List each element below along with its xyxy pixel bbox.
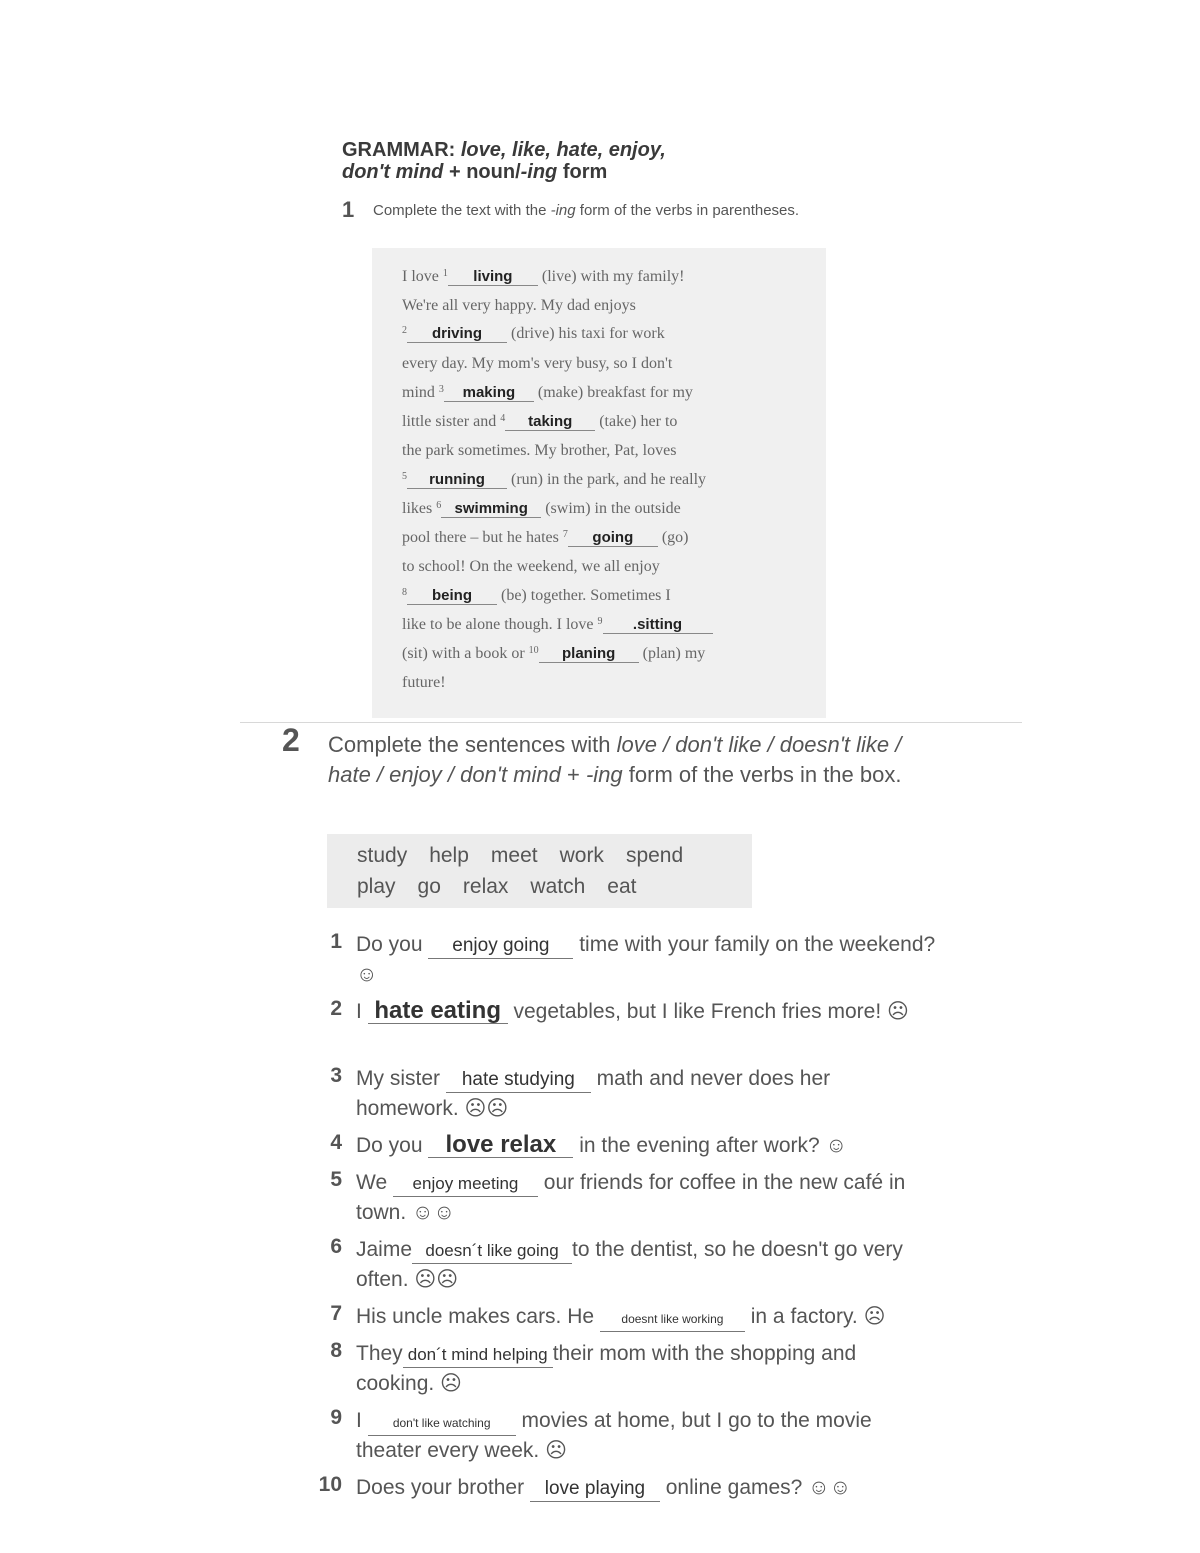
box-word: study [357, 844, 408, 867]
answer-blank[interactable]: being [407, 587, 497, 605]
sentence-number: 9 [330, 1406, 342, 1429]
sentence-pre: Do you [356, 933, 429, 956]
sentence-post: in the evening after work? ☺ [573, 1134, 847, 1157]
sentence-pre: Does your brother [356, 1476, 530, 1499]
sentence-post: in a factory. ☹ [744, 1305, 886, 1328]
answer-field[interactable]: love relax [428, 1133, 573, 1158]
sentence-pre: They [356, 1342, 403, 1365]
sentence-text [356, 1235, 936, 1295]
ex1-instr-a: Complete the text with the [373, 202, 551, 219]
sentence-post: our friends for coffee in the new café in town. ☺☺ [356, 1171, 906, 1224]
blank-number: 8 [402, 587, 407, 598]
blank-number: 6 [436, 500, 442, 511]
answer-blank[interactable]: taking [505, 413, 595, 431]
box-word: play [357, 875, 396, 898]
exercise-1-instructions [373, 201, 833, 220]
passage-line [402, 268, 685, 286]
passage-line [402, 325, 665, 343]
grammar-verbs: love, like, hate, enjoy, [460, 139, 666, 161]
sentence-text [356, 1131, 936, 1161]
passage-text: likes [402, 500, 437, 517]
answer-field[interactable]: doesnt like working [600, 1307, 745, 1332]
answer-field[interactable]: love playing [530, 1477, 660, 1502]
sentence-text [356, 1406, 936, 1466]
passage-text: (take) her to [595, 413, 678, 430]
passage-text: (make) breakfast for my [533, 384, 693, 401]
passage-text: (plan) my [638, 645, 706, 662]
grammar-label: GRAMMAR: [342, 139, 456, 161]
sentence-pre: Jaime [356, 1238, 413, 1261]
passage-line [402, 616, 713, 634]
answer-blank[interactable]: making [444, 384, 534, 402]
sentence-pre: My sister [356, 1067, 446, 1090]
sentence-text [356, 1339, 936, 1399]
answer-field[interactable]: don't like watching [368, 1411, 516, 1436]
answer-blank[interactable]: .sitting [603, 616, 713, 634]
passage-text: (swim) in the outside [541, 500, 681, 517]
passage-text: (live) with my family! [537, 268, 685, 285]
blank-number: 3 [438, 384, 444, 395]
box-word: relax [462, 875, 509, 898]
ex2-instr-b: + [560, 762, 586, 787]
sentence-pre: I [356, 1409, 368, 1432]
sentence-post: math and never does her homework. ☹☹ [356, 1067, 831, 1120]
sentence-pre: Do you [356, 1134, 429, 1157]
ex1-instr-b: form of the verbs in parentheses. [575, 202, 800, 219]
passage-text: little sister and [402, 413, 501, 430]
passage-text: to school! On the weekend, we all enjoy [402, 558, 660, 575]
ex1-instr-ing: -ing [550, 202, 576, 219]
blank-number: 2 [402, 325, 407, 336]
sentence-post: movies at home, but I go to the movie theater every week. ☹ [356, 1409, 872, 1462]
passage-line [402, 674, 446, 692]
passage-text: like to be alone though. I love [402, 616, 598, 633]
passage-text: future! [402, 674, 446, 691]
blank-number: 1 [442, 268, 448, 279]
passage-text: (drive) his taxi for work [507, 325, 665, 342]
passage-text: every day. My mom's very busy, so I don't [402, 355, 673, 372]
blank-number: 4 [500, 413, 506, 424]
box-word: go [417, 875, 441, 898]
passage-line [402, 500, 681, 518]
passage-line [402, 442, 676, 460]
passage-line [402, 558, 660, 576]
box-word: work [559, 844, 604, 867]
exercise-2-number: 2 [282, 722, 300, 758]
sentence-post: vegetables, but I like French fries more! ☹ [507, 1000, 909, 1023]
passage-line [402, 413, 677, 431]
blank-number: 10 [528, 645, 539, 656]
sentence-text [356, 1168, 936, 1228]
blank-number: 9 [597, 616, 603, 627]
sentence-number: 7 [330, 1302, 342, 1325]
answer-field[interactable]: doesn´t like going [412, 1239, 572, 1264]
word-box-row-1 [357, 844, 705, 868]
sentence-number: 2 [330, 997, 342, 1020]
grammar-form: form [557, 161, 608, 183]
passage-text: the park sometimes. My brother, Pat, loves [402, 442, 677, 459]
box-word: eat [607, 875, 637, 898]
sentence-text [356, 930, 936, 990]
sentence-post: time with your family on the weekend? ☺ [356, 933, 936, 986]
sentence-text [356, 1302, 936, 1332]
passage-text: pool there – but he hates [402, 529, 563, 546]
answer-blank[interactable]: swimming [441, 500, 541, 518]
ex2-instr-verbs: love / don't like / doesn't like / hate / enjoy / don't mind [328, 732, 902, 787]
box-word: spend [625, 844, 684, 867]
sentence-post: to the dentist, so he doesn't go very often. ☹☹ [356, 1238, 903, 1291]
answer-blank[interactable]: going [568, 529, 658, 547]
exercise-1-number: 1 [342, 197, 355, 222]
answer-field[interactable]: hate eating [368, 999, 508, 1024]
passage-line [402, 529, 689, 547]
passage-line [402, 587, 671, 605]
passage-line [402, 384, 693, 402]
passage-line [402, 355, 672, 373]
grammar-dont-mind: don't mind [342, 161, 444, 183]
passage-text: (go) [657, 529, 689, 546]
sentence-number: 5 [330, 1168, 342, 1191]
sentence-post: online games? ☺☺ [659, 1476, 852, 1499]
box-word: meet [490, 844, 538, 867]
ex2-instr-c: form of the verbs in the box. [622, 762, 902, 787]
sentence-text [356, 1473, 936, 1503]
passage-line [402, 471, 706, 489]
word-box-row-2 [357, 875, 658, 899]
answer-field[interactable]: enjoy going [428, 934, 573, 959]
sentence-number: 4 [330, 1131, 342, 1154]
passage-text: (sit) with a book or [402, 645, 529, 662]
exercise-2-instructions [328, 730, 948, 790]
passage-line [402, 297, 636, 315]
ex2-instr-a: Complete the sentences with [328, 732, 617, 757]
answer-blank[interactable]: running [407, 471, 507, 489]
passage-text: (run) in the park, and he really [507, 471, 707, 488]
answer-field[interactable]: don´t mind helping [403, 1343, 553, 1368]
box-word: watch [530, 875, 586, 898]
sentence-number: 3 [330, 1064, 342, 1087]
ex2-instr-ing: -ing [585, 762, 623, 787]
sentence-pre: His uncle makes cars. He [356, 1305, 600, 1328]
passage-line [402, 645, 705, 663]
answer-blank[interactable]: planing [539, 645, 639, 663]
passage-text: mind [402, 384, 439, 401]
blank-number: 5 [402, 471, 407, 482]
sentence-pre: I [356, 1000, 368, 1023]
sentence-text [356, 1064, 936, 1124]
grammar-ing: -ing [520, 161, 558, 183]
answer-field[interactable]: hate studying [446, 1068, 591, 1093]
sentence-number: 8 [330, 1339, 342, 1362]
sentence-number: 6 [330, 1235, 342, 1258]
box-word: help [429, 844, 469, 867]
answer-blank[interactable]: living [448, 268, 538, 286]
blank-number: 7 [562, 529, 568, 540]
passage-text: (be) together. Sometimes I [497, 587, 671, 604]
passage-text: We're all very happy. My dad enjoys [402, 297, 636, 314]
sentence-post: their mom with the shopping and cooking. ☹ [356, 1342, 857, 1395]
word-box [327, 834, 752, 908]
grammar-title [342, 139, 666, 183]
passage-text: I love [402, 268, 443, 285]
answer-blank[interactable]: driving [407, 325, 507, 343]
sentence-number: 1 [330, 930, 342, 953]
sentence-number: 10 [318, 1473, 342, 1496]
sentence-pre: We [356, 1171, 393, 1194]
answer-field[interactable]: enjoy meeting [393, 1172, 538, 1197]
grammar-plus: + noun/ [443, 161, 521, 183]
section-divider [240, 722, 1022, 723]
sentence-text [356, 997, 936, 1027]
